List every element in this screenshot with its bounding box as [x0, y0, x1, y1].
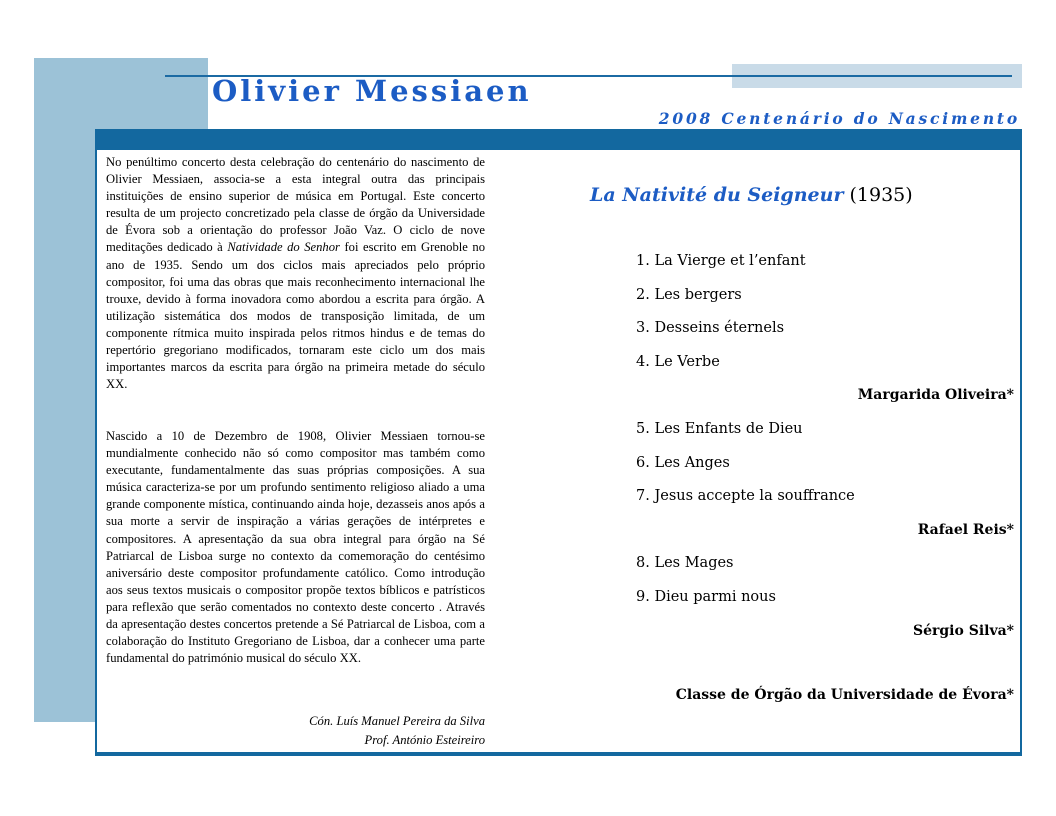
page-title: Olivier Messiaen [212, 74, 532, 108]
program-piece: 7. Jesus accepte la souffrance [636, 488, 855, 505]
program-piece: 1. La Vierge et l’enfant [636, 253, 806, 269]
work-heading [590, 184, 913, 206]
intro-paragraph: No penúltimo concerto desta celebração do centenário do nascimento de Olivier Messiaen, associa-se a esta integral outra das principais instituições de ensino superior de música em Portugal. Este concerto resulta de um projecto concretizado pela classe de órgão da Universidade de Évora sob a orientação do professor João Vaz. O ciclo de nove meditações dedicado à Natividade do Senhor foi escrito em Grenoble no ano de 1935. Sendo um dos ciclos mais apreciados pelo próprio compositor, foi uma das obras que mais reconhecimento internacional lhe trouxe, devido à forma inovadora como abordou a escrita para órgão. A utilização sistemática dos modos de transposição limitada, de um componente rítmica muito inspirada pelos ritmos hindus e de temas do repertório gregoriano modificados, tornaram este ciclo um dos mais importantes marcos da escrita para órgão na primeira metade do século XX. [106, 155, 485, 392]
program-piece: 5. Les Enfants de Dieu [636, 420, 803, 437]
program-piece: 9. Dieu parmi nous [636, 588, 776, 605]
signature-line: Prof. António Esteireiro [364, 733, 485, 747]
biography-paragraph: Nascido a 10 de Dezembro de 1908, Olivier Messiaen tornou-se mundialmente conhecido não só como compositor mas também como executante, fundamentalmente das suas próprias composições. A sua música caracteriza-se por um profundo sentimento religioso aliado a uma grande componente mística, continuando ainda hoje, dezasseis anos após a sua morte a servir de inspiração a várias gerações de intérpretes e compositores. A apresentação da sua obra integral para órgão na Sé Patriarcal de Lisboa surge no contexto da comemoração do centésimo aniversário deste compositor profundamente católico. Como introdução aos seus textos musicais o compositor propõe textos bíblicos e patrísticos para reflexão que serão comentados no contexto deste concerto . Através da apresentação destes concertos pretende a Sé Patriarcal de Lisboa, com a colaboração do Instituto Gregoriano de Lisboa, dar a conhecer uma parte fundamental do património musical do século XX. [106, 429, 485, 666]
performer-name: Rafael Reis* [917, 521, 1014, 538]
program-piece: 6. Les Anges [636, 454, 730, 471]
signature-line: Cón. Luís Manuel Pereira da Silva [309, 714, 485, 728]
performer-name: Sérgio Silva* [913, 622, 1014, 639]
header-band [95, 129, 1022, 150]
program-piece: 8. Les Mages [636, 555, 734, 572]
performer-name: Margarida Oliveira* [857, 387, 1014, 404]
program-piece: 3. Desseins éternels [636, 320, 785, 337]
program-list [636, 246, 1016, 714]
work-year: (1935) [849, 184, 913, 206]
intro-emphasis: Natividade do Senhor [227, 240, 340, 255]
work-title: La Nativité du Seigneur [590, 184, 844, 206]
ensemble-name: Classe de Órgão da Universidade de Évora* [675, 687, 1014, 704]
page-subtitle: 2008 Centenário do Nascimento [658, 109, 1020, 128]
program-piece: 2. Les bergers [636, 286, 742, 303]
program-piece: 4. Le Verbe [636, 353, 720, 370]
